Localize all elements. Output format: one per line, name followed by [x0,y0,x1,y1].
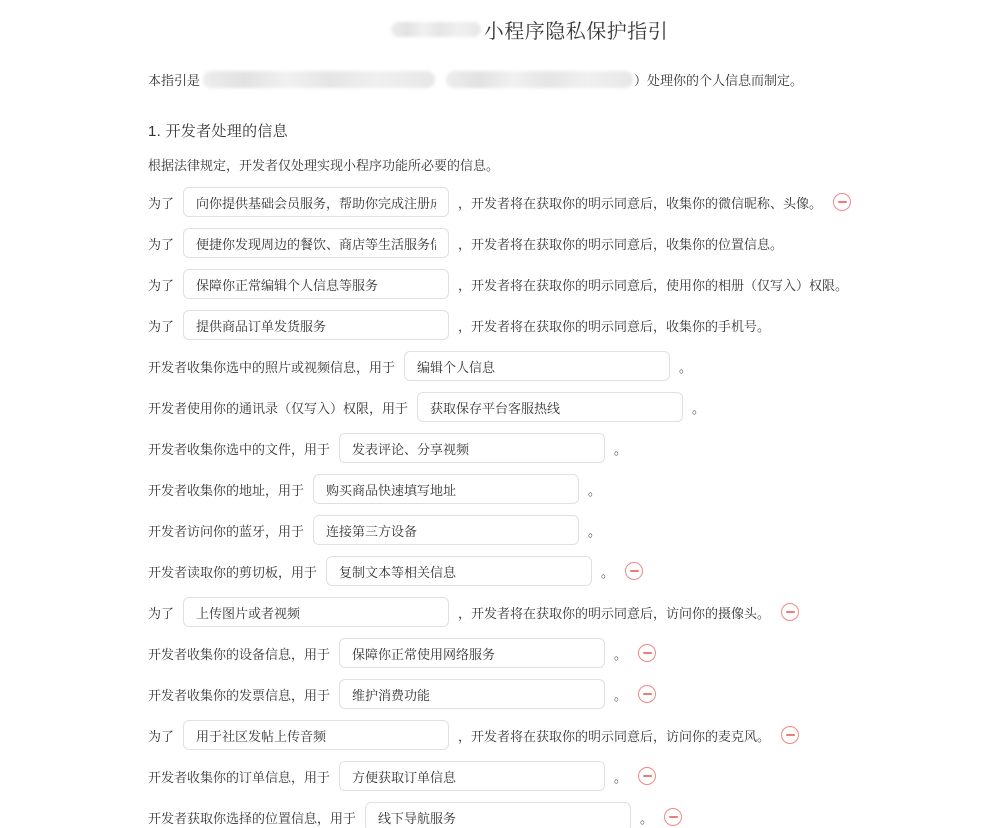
minus-icon [643,693,652,695]
minus-icon [669,816,678,818]
row-suffix-label: 。 [588,482,602,498]
row-prefix-label: 开发者读取你的剪切板，用于 [148,564,318,580]
purpose-input[interactable] [339,679,605,709]
row-prefix-label: 开发者收集你的发票信息，用于 [148,687,331,703]
row-prefix-label: 为了 [148,605,175,621]
minus-icon [838,201,847,203]
row-suffix-label: 。 [614,769,628,785]
intro-redaction-1 [203,71,435,88]
minus-icon [786,611,795,613]
privacy-item-row [148,679,959,709]
remove-item-button[interactable] [638,767,656,785]
purpose-input[interactable] [365,802,631,828]
guide-content [0,71,989,828]
privacy-item-row [148,761,959,791]
privacy-item-row [148,474,959,504]
privacy-item-row [148,187,959,217]
purpose-input[interactable] [339,433,605,463]
row-suffix-label: ，开发者将在获取你的明示同意后，收集你的位置信息。 [458,236,784,252]
row-suffix-label: 。 [588,523,602,539]
intro-suffix: ）处理你的个人信息而制定。 [634,73,804,88]
privacy-item-row [148,515,959,545]
row-prefix-label: 开发者收集你选中的文件，用于 [148,441,331,457]
remove-item-button[interactable] [833,193,851,211]
remove-item-button[interactable] [625,562,643,580]
privacy-item-row [148,310,959,340]
privacy-item-row [148,433,959,463]
row-prefix-label: 开发者收集你的设备信息，用于 [148,646,331,662]
purpose-input[interactable] [313,515,579,545]
intro-prefix: 本指引是 [148,73,201,88]
row-suffix-label: 。 [614,687,628,703]
row-prefix-label: 为了 [148,728,175,744]
row-prefix-label: 开发者收集你选中的照片或视频信息，用于 [148,359,396,375]
privacy-item-row [148,802,959,828]
purpose-input[interactable] [183,597,449,627]
row-suffix-label: 。 [640,810,654,826]
row-suffix-label: ，开发者将在获取你的明示同意后，使用你的相册（仅写入）权限。 [458,277,849,293]
page-title: 小程序隐私保护指引 [483,21,669,43]
row-suffix-label: ，开发者将在获取你的明示同意后，收集你的手机号。 [458,318,771,334]
purpose-input[interactable] [183,228,449,258]
privacy-item-row [148,720,959,750]
remove-item-button[interactable] [638,685,656,703]
row-prefix-label: 为了 [148,277,175,293]
privacy-item-list [148,187,959,828]
purpose-input[interactable] [417,392,683,422]
purpose-input[interactable] [183,187,449,217]
privacy-item-row [148,638,959,668]
section-heading: 1. 开发者处理的信息 [148,123,288,140]
minus-icon [630,570,639,572]
remove-item-button[interactable] [781,603,799,621]
purpose-input[interactable] [326,556,592,586]
intro-redaction-2 [446,71,633,88]
remove-item-button[interactable] [664,808,682,826]
row-prefix-label: 为了 [148,318,175,334]
row-suffix-label: ，开发者将在获取你的明示同意后，访问你的麦克风。 [458,728,771,744]
purpose-input[interactable] [183,720,449,750]
purpose-input[interactable] [339,761,605,791]
row-suffix-label: 。 [692,400,706,416]
minus-icon [643,775,652,777]
row-prefix-label: 为了 [148,195,175,211]
purpose-input[interactable] [313,474,579,504]
row-suffix-label: ，开发者将在获取你的明示同意后，访问你的摄像头。 [458,605,771,621]
row-prefix-label: 开发者获取你选择的位置信息，用于 [148,810,357,826]
privacy-item-row [148,269,959,299]
remove-item-button[interactable] [638,644,656,662]
row-suffix-label: 。 [601,564,615,580]
row-suffix-label: 。 [679,359,693,375]
purpose-input[interactable] [404,351,670,381]
row-prefix-label: 开发者收集你的地址，用于 [148,482,305,498]
intro-line [148,71,959,91]
row-suffix-label: 。 [614,646,628,662]
minus-icon [786,734,795,736]
purpose-input[interactable] [183,269,449,299]
purpose-input[interactable] [183,310,449,340]
privacy-item-row [148,351,959,381]
privacy-item-row [148,228,959,258]
privacy-item-row [148,392,959,422]
purpose-input[interactable] [339,638,605,668]
row-suffix-label: 。 [614,441,628,457]
redacted-app-name [391,22,481,37]
privacy-item-row [148,597,959,627]
section-description: 根据法律规定，开发者仅处理实现小程序功能所必要的信息。 [148,158,500,173]
title-bar [35,15,989,44]
row-prefix-label: 开发者收集你的订单信息，用于 [148,769,331,785]
remove-item-button[interactable] [781,726,799,744]
minus-icon [643,652,652,654]
row-prefix-label: 开发者访问你的蓝牙，用于 [148,523,305,539]
privacy-item-row [148,556,959,586]
row-suffix-label: ，开发者将在获取你的明示同意后，收集你的微信昵称、头像。 [458,195,823,211]
row-prefix-label: 开发者使用你的通讯录（仅写入）权限，用于 [148,400,409,416]
row-prefix-label: 为了 [148,236,175,252]
